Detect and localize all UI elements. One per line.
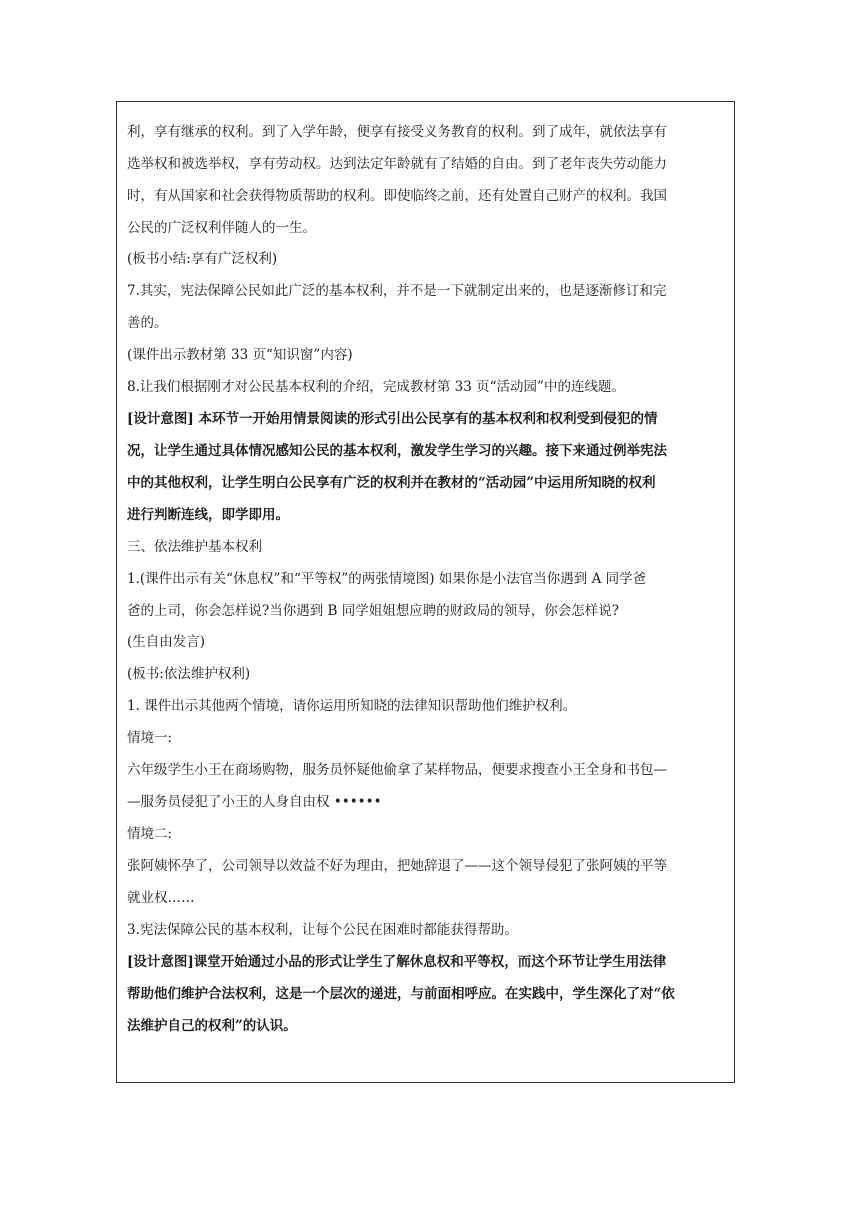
text-line: 8.让我们根据刚才对公民基本权利的介绍，完成教材第 33 页“活动园”中的连线题。 [127, 379, 625, 395]
design-intent-line: [设计意图]课堂开始通过小品的形式让学生了解休息权和平等权，而这个环节让学生用法律 [127, 954, 667, 970]
text-line: 三、依法维护基本权利 [127, 539, 262, 555]
design-intent-line: 进行判断连线，即学即用。 [127, 507, 289, 523]
text-line: 选举权和被选举权，享有劳动权。达到法定年龄就有了结婚的自由。到了老年丧失劳动能力 [127, 156, 667, 172]
text-line: 六年级学生小王在商场购物，服务员怀疑他偷拿了某样物品，便要求搜查小王全身和书包— [127, 762, 667, 778]
lesson-plan-table-cell [116, 101, 735, 1083]
text-line: (生自由发言) [127, 634, 206, 650]
text-line: 公民的广泛权利伴随人的一生。 [127, 220, 316, 236]
text-line: (课件出示教材第 33 页“知识窗”内容) [127, 347, 353, 363]
text-line: 情境一: [127, 730, 173, 746]
text-line: 7.其实，宪法保障公民如此广泛的基本权利，并不是一下就制定出来的，也是逐渐修订和完 [127, 283, 667, 299]
text-line: 利，享有继承的权利。到了入学年龄，便享有接受义务教育的权利。到了成年，就依法享有 [127, 124, 667, 140]
text-line: 时，有从国家和社会获得物质帮助的权利。即使临终之前，还有处置自己财产的权利。我国 [127, 188, 667, 204]
text-line: 张阿姨怀孕了，公司领导以效益不好为理由，把她辞退了——这个领导侵犯了张阿姨的平等 [127, 858, 667, 874]
text-line: 爸的上司，你会怎样说?当你遇到 B 同学姐姐想应聘的财政局的领导，你会怎样说? [127, 603, 619, 619]
design-intent-line: 况，让学生通过具体情况感知公民的基本权利，激发学生学习的兴趣。接下来通过例举宪法 [127, 443, 667, 459]
design-intent-line: [设计意图] 本环节一开始用情景阅读的形式引出公民享有的基本权利和权利受到侵犯的情 [127, 411, 658, 427]
text-line: 就业权…… [127, 890, 195, 906]
text-line: (板书:依法维护权利) [127, 666, 251, 682]
design-intent-line: 法维护自己的权利”的认识。 [127, 1018, 297, 1034]
text-line: —服务员侵犯了小王的人身自由权 •••••• [127, 794, 382, 810]
text-line: 善的。 [127, 315, 168, 331]
text-line: 1. 课件出示其他两个情境，请你运用所知晓的法律知识帮助他们维护权利。 [127, 698, 577, 714]
design-intent-line: 帮助他们维护合法权利，这是一个层次的递进，与前面相呼应。在实践中，学生深化了对“依 [127, 986, 675, 1002]
text-line: 3.宪法保障公民的基本权利，让每个公民在困难时都能获得帮助。 [127, 922, 518, 938]
design-intent-line: 中的其他权利，让学生明白公民享有广泛的权利并在教材的“活动园”中运用所知晓的权利 [127, 475, 656, 491]
text-line: (板书小结:享有广泛权利) [127, 251, 278, 267]
text-line: 情境二: [127, 826, 173, 842]
text-line: 1.(课件出示有关“休息权”和“平等权”的两张情境图) 如果你是小法官当你遇到 A 同学爸 [127, 571, 647, 587]
